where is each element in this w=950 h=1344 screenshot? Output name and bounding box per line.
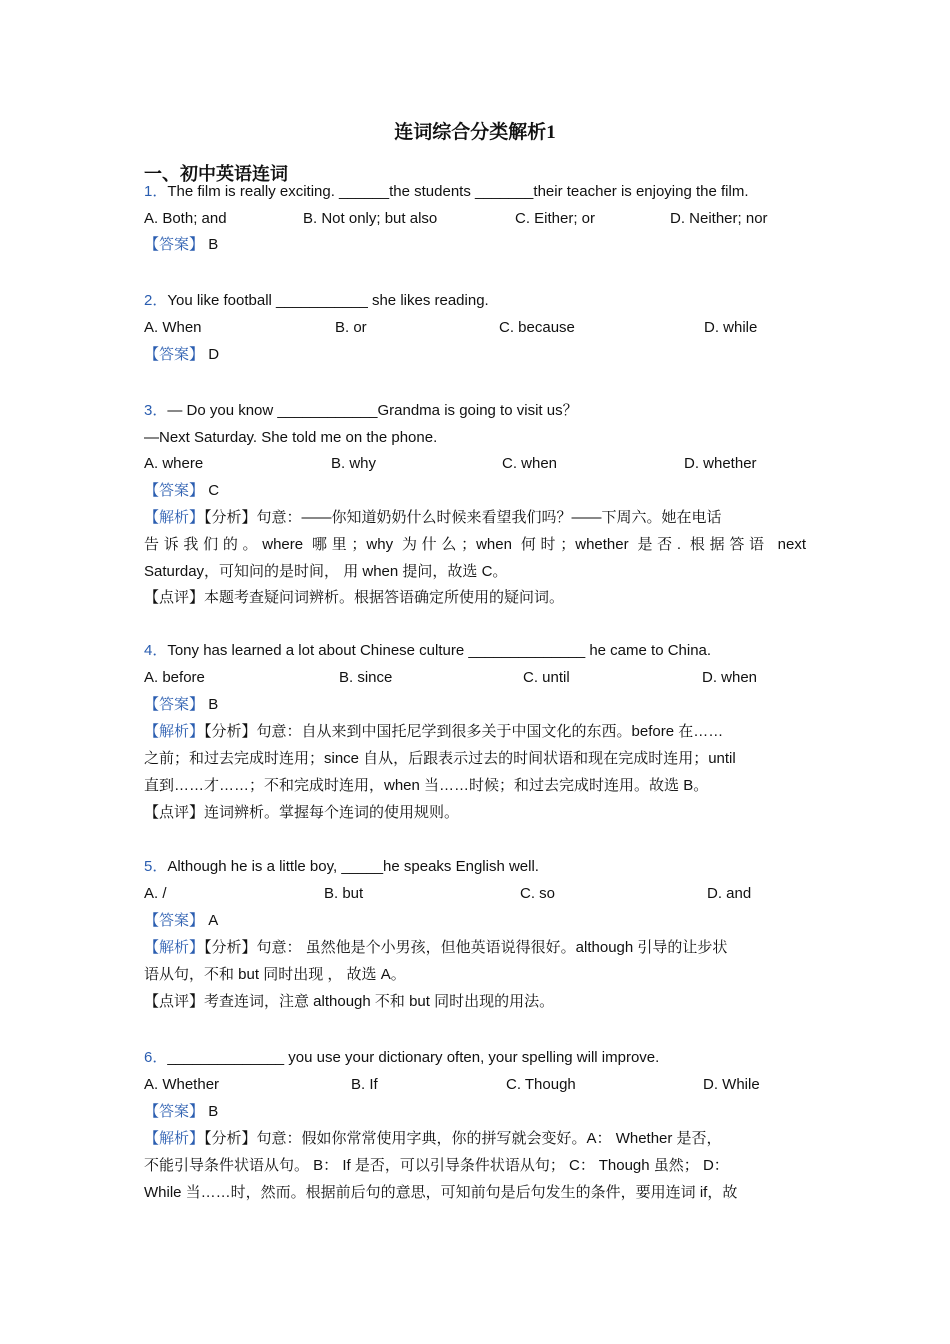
analysis-line: While 当……时，然而。根据前后句的意思，可知前句是后句发生的条件，要用连词 if，故 bbox=[144, 1184, 738, 1201]
question-text: You like football ___________ she likes reading. bbox=[167, 292, 489, 309]
question-1-option-c: C. Either; or bbox=[515, 210, 596, 227]
question-4-analysis bbox=[144, 718, 806, 799]
question-3-option-d: D. whether bbox=[684, 455, 757, 472]
comment-text: 连词辨析。掌握每个连词的使用规则。 bbox=[204, 804, 460, 821]
section-heading: 一、初中英语连词 bbox=[144, 164, 288, 185]
question-6-answer bbox=[144, 1102, 218, 1122]
analysis-line: 直到……才……；不和完成时连用，when 当……时候；和过去完成时连用。故选 B。 bbox=[144, 777, 709, 794]
question-number: 3． bbox=[144, 402, 168, 419]
question-2-stem bbox=[144, 291, 489, 311]
question-5-stem bbox=[144, 857, 539, 877]
question-5-analysis bbox=[144, 934, 806, 988]
question-4-comment bbox=[144, 803, 459, 823]
question-3-option-a: A. where bbox=[144, 455, 204, 472]
question-text: Tony has learned a lot about Chinese culture ______________ he came to China. bbox=[167, 642, 712, 659]
answer-label: 【答案】 bbox=[144, 912, 205, 929]
question-1-option-d: D. Neither; nor bbox=[670, 210, 768, 227]
question-5-option-b: B. but bbox=[324, 885, 364, 902]
question-text: Although he is a little boy, _____he speaks English well. bbox=[167, 858, 539, 875]
answer-label: 【答案】 bbox=[144, 696, 205, 713]
analysis-line: Saturday，可知问的是时间， 用 when 提问，故选 C。 bbox=[144, 563, 508, 580]
answer-label: 【答案】 bbox=[144, 346, 205, 363]
question-6-option-b: B. If bbox=[351, 1076, 378, 1093]
question-5-option-a: A. / bbox=[144, 885, 167, 902]
question-3-option-b: B. why bbox=[331, 455, 377, 472]
comment-text: 本题考查疑问词辨析。根据答语确定所使用的疑问词。 bbox=[204, 589, 565, 606]
question-4-option-b: B. since bbox=[339, 669, 393, 686]
question-5-option-d: D. and bbox=[707, 885, 752, 902]
question-2-option-c: C. because bbox=[499, 319, 575, 336]
question-5-answer bbox=[144, 911, 218, 931]
analysis-line: 【分析】句意：假如你常常使用字典，你的拼写就会变好。A： Whether 是否， bbox=[204, 1130, 722, 1147]
comment-label: 【点评】 bbox=[144, 589, 205, 606]
question-2-option-b: B. or bbox=[335, 319, 367, 336]
question-text: The film is really exciting. ______the students _______their teacher is enjoying the film. bbox=[167, 183, 749, 200]
analysis-label: 【解析】 bbox=[144, 509, 205, 526]
analysis-label: 【解析】 bbox=[144, 723, 205, 740]
answer-label: 【答案】 bbox=[144, 1103, 205, 1120]
analysis-line: 之前；和过去完成时连用；since 自从，后跟表示过去的时间状语和现在完成时连用；until bbox=[144, 750, 736, 767]
answer-value: B bbox=[208, 1103, 219, 1120]
question-5-comment bbox=[144, 992, 554, 1012]
analysis-line: 告诉我们的。where 哪里；why 为什么；when 何时；whether 是否. 根据答语 next bbox=[144, 536, 806, 553]
question-4-answer bbox=[144, 695, 218, 715]
answer-value: A bbox=[208, 912, 219, 929]
question-3-comment bbox=[144, 588, 564, 608]
comment-label: 【点评】 bbox=[144, 993, 205, 1010]
question-4-option-c: C. until bbox=[523, 669, 570, 686]
question-6-option-d: D. While bbox=[703, 1076, 760, 1093]
page-title: 连词综合分类解析1 bbox=[394, 122, 556, 143]
question-3-analysis bbox=[144, 504, 806, 585]
analysis-line: 【分析】句意： 虽然他是个小男孩，但他英语说得很好。although 引导的让步状 bbox=[204, 939, 728, 956]
answer-value: B bbox=[208, 236, 219, 253]
question-number: 2． bbox=[144, 292, 168, 309]
question-number: 5． bbox=[144, 858, 168, 875]
question-number: 6． bbox=[144, 1049, 168, 1066]
question-6-option-c: C. Though bbox=[506, 1076, 576, 1093]
question-4-option-a: A. before bbox=[144, 669, 205, 686]
analysis-label: 【解析】 bbox=[144, 1130, 205, 1147]
analysis-line: 不能引导条件状语从句。 B： If 是否，可以引导条件状语从句； C： Though 虽然； D： bbox=[144, 1157, 729, 1174]
question-3-stem bbox=[144, 401, 578, 421]
answer-value: D bbox=[208, 346, 220, 363]
answer-value: C bbox=[208, 482, 220, 499]
question-text: ______________ you use your dictionary often, your spelling will improve. bbox=[167, 1049, 660, 1066]
question-2-answer bbox=[144, 345, 219, 365]
question-4-stem bbox=[144, 641, 711, 661]
question-5-option-c: C. so bbox=[520, 885, 556, 902]
question-4-option-d: D. when bbox=[702, 669, 758, 686]
question-3-answer bbox=[144, 481, 219, 501]
question-text: — Do you know ____________Grandma is going to visit us？ bbox=[167, 402, 578, 419]
question-6-stem bbox=[144, 1048, 659, 1068]
question-3-option-c: C. when bbox=[502, 455, 558, 472]
answer-label: 【答案】 bbox=[144, 236, 205, 253]
answer-label: 【答案】 bbox=[144, 482, 205, 499]
comment-label: 【点评】 bbox=[144, 804, 205, 821]
question-number: 4． bbox=[144, 642, 168, 659]
answer-value: B bbox=[208, 696, 219, 713]
question-number: 1． bbox=[144, 183, 168, 200]
question-1-answer bbox=[144, 235, 218, 255]
question-6-option-a: A. Whether bbox=[144, 1076, 220, 1093]
analysis-line: 【分析】句意：自从来到中国托尼学到很多关于中国文化的东西。before 在…… bbox=[204, 723, 724, 740]
analysis-line: 语从句，不和 but 同时出现 ， 故选 A。 bbox=[144, 966, 406, 983]
question-6-analysis bbox=[144, 1125, 806, 1206]
question-1-option-b: B. Not only; but also bbox=[303, 210, 438, 227]
comment-text: 考查连词，注意 although 不和 but 同时出现的用法。 bbox=[204, 993, 555, 1010]
question-3-stem-reply: —Next Saturday. She told me on the phone. bbox=[144, 429, 438, 446]
analysis-label: 【解析】 bbox=[144, 939, 205, 956]
analysis-line: 【分析】句意：——你知道奶奶什么时候来看望我们吗？——下周六。她在电话 bbox=[204, 509, 722, 526]
question-2-option-a: A. When bbox=[144, 319, 202, 336]
question-1-option-a: A. Both; and bbox=[144, 210, 227, 227]
question-1-stem bbox=[144, 182, 749, 202]
question-2-option-d: D. while bbox=[704, 319, 758, 336]
